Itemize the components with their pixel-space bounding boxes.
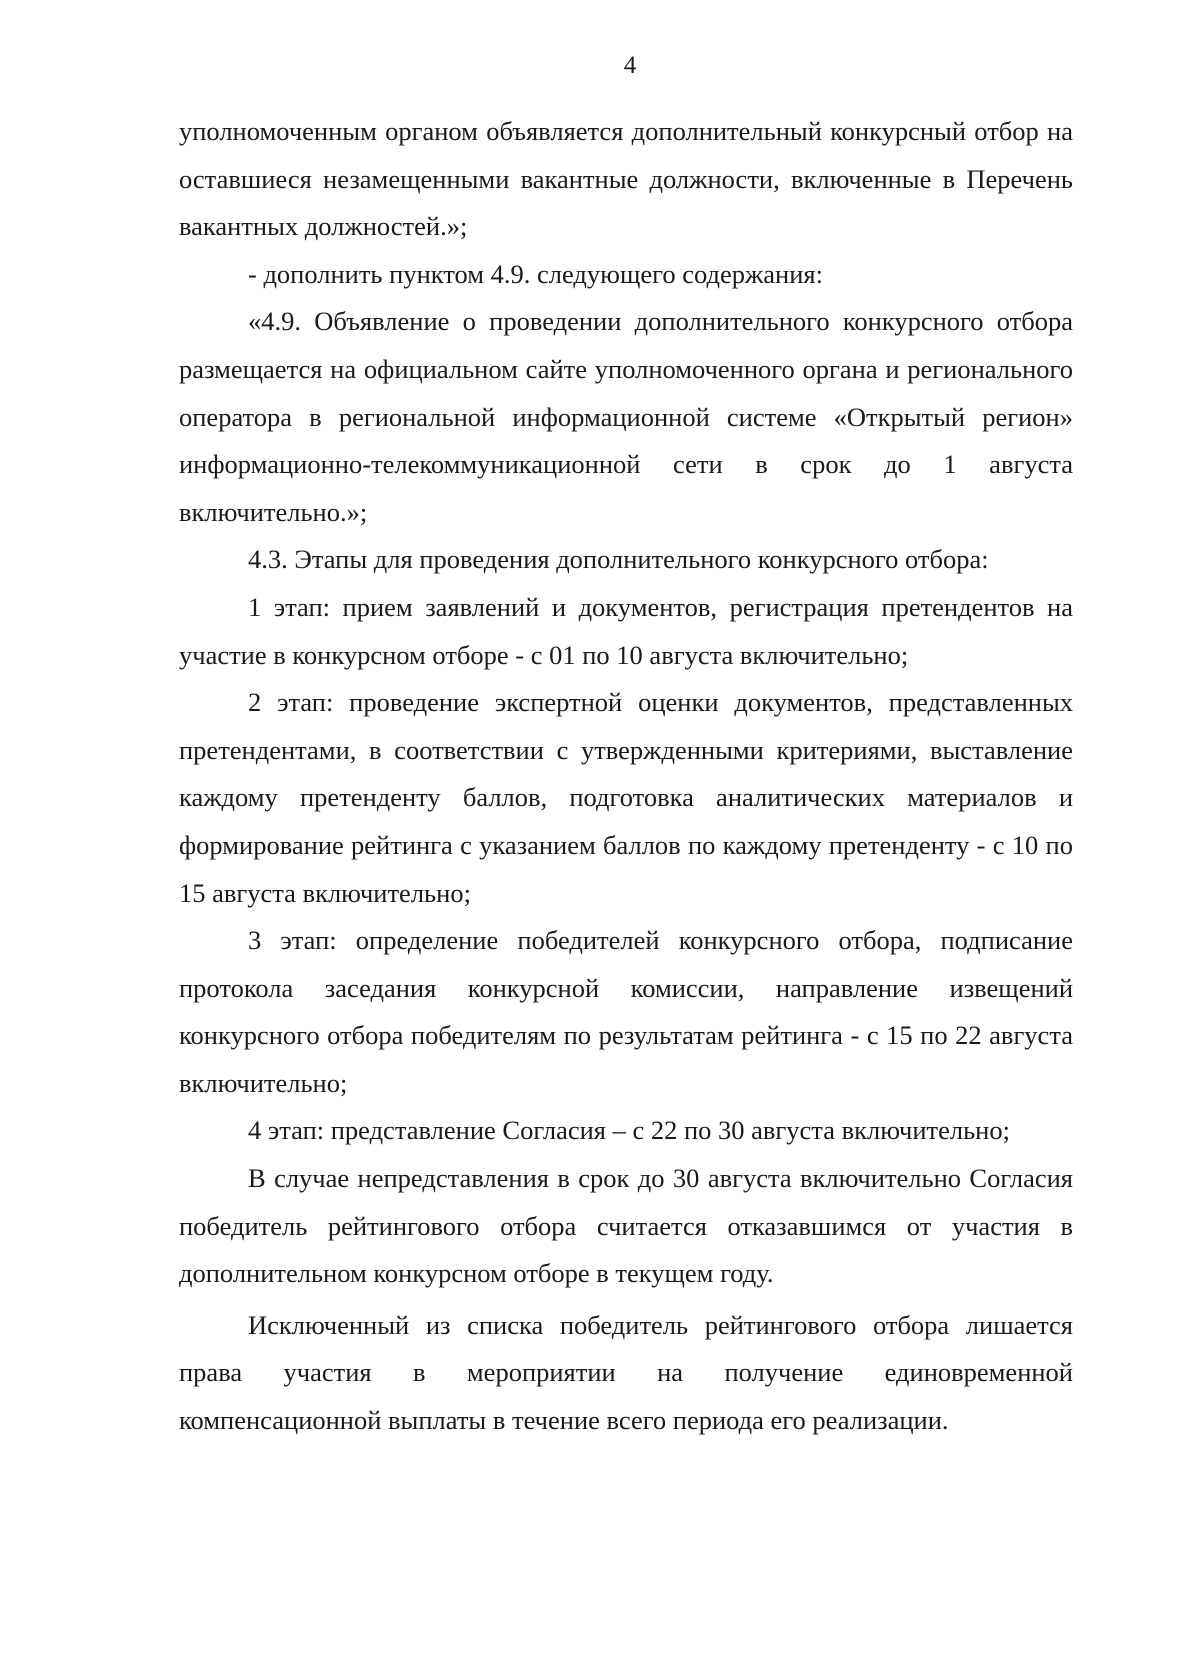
paragraph-stage-3: 3 этап: определение победителей конкурсного отбора, подписание протокола заседания конкурсной комиссии, направление извещений конкурсного отбора победителям по результатам рейтинга - с 15 по 22 августа включительно; [179, 925, 1073, 1098]
paragraph-clause-4-9: «4.9. Объявление о проведении дополнительного конкурсного отбора размещается на официальном сайте уполномоченного органа и регионального оператора в региональной информационной системе «Открытый регион» информационно-телекоммуникационной сети в срок до 1 августа включительно.»; [179, 306, 1073, 527]
page-number: 4 [623, 52, 637, 79]
paragraph-amendment-intro: - дополнить пунктом 4.9. следующего содержания: [248, 258, 823, 289]
paragraph-stage-1: 1 этап: прием заявлений и документов, регистрация претендентов на участие в конкурсном отборе - с 01 по 10 августа включительно; [179, 591, 1073, 670]
paragraph-continuation: уполномоченным органом объявляется дополнительный конкурсный отбор на оставшиеся незамещенными вакантные должности, включенные в Перечень вакантных должностей.»; [179, 116, 1073, 242]
paragraph-stage-2: 2 этап: проведение экспертной оценки документов, представленных претендентами, в соответствии с утвержденными критериями, выставление каждому претенденту баллов, подготовка аналитических материалов и формирование рейтинга с указанием баллов по каждому претенденту - с 10 по 15 августа включительно; [179, 687, 1073, 908]
paragraph-clause-4-3: 4.3. Этапы для проведения дополнительного конкурсного отбора: [248, 544, 989, 575]
paragraph-stage-4: 4 этап: представление Согласия – с 22 по 30 августа включительно; [248, 1115, 1010, 1146]
document-body [179, 108, 1073, 1445]
paragraph-non-submission: В случае непредставления в срок до 30 августа включительно Согласия победитель рейтингового отбора считается отказавшимся от участия в дополнительном конкурсном отборе в текущем году. [179, 1163, 1073, 1289]
paragraph-exclusion: Исключенный из списка победитель рейтингового отбора лишается права участия в мероприятии на получение единовременной компенсационной выплаты в течение всего периода его реализации. [179, 1309, 1073, 1436]
